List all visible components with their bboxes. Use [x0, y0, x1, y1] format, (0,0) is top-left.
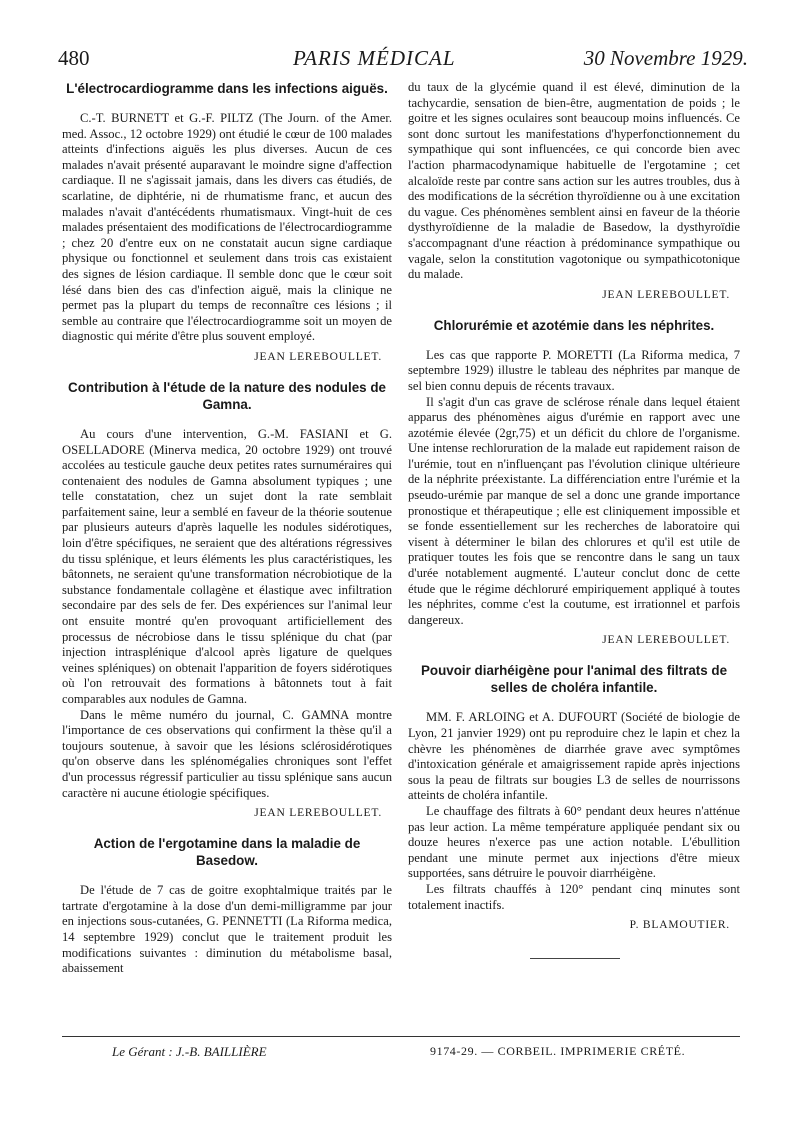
author-signature: JEAN LEREBOULLET.	[254, 350, 382, 363]
article-title: Pouvoir diarhéigène pour l'animal des filtrats de selles de choléra infantile.	[420, 663, 728, 696]
article-cholera-filtrates	[408, 662, 740, 931]
article-paragraph: MM. F. ARLOING et A. DUFOURT (Société de biologie de Lyon, 21 janvier 1929) ont pu reproduire chez le lapin et chez la chèvre les phénomènes de diarrhée grave avec symptômes d'intoxication générale et amaigrissement rapide après injections sous la peau de filtrats sur bougies L3 de selles de nourrissons atteints de choléra infantile.	[408, 710, 740, 803]
article-gamna-nodules	[62, 379, 392, 819]
article-paragraph: C.-T. BURNETT et G.-F. PILTZ (The Journ. of the Amer. med. Assoc., 12 octobre 1929) ont étudié le cœur de 100 malades atteints d'infections aiguës les plus diverses. Aucun de ces malades n'avait présenté auparavant le moindre signe d'affection cardiaque. Il ne s'agissait jamais, dans les divers cas étudiés, de scarlatine, de diphtérie, ni de rhumatisme franc, et aucun des malades n'avait d'antécédents rhumatismaux. Vingt-huit de ces malades présentaient des modifications de l'électrocardiogramme ; chez 20 d'entre eux on ne constatait aucun signe cardiaque physique ou fonctionnel et seulement dans trois cas existaient des signes de lésion cardiaque. Il semble donc que le cœur soit lésé dans bien des cas d'infection aiguë, mais la clinique ne permet pas la plupart du temps de reconnaître ces lésions ; il semble au contraire que l'électrocardiogramme soit un moyen de diagnostic qui mérite d'être plus souvent employé.	[62, 111, 392, 344]
journal-title: PARIS MÉDICAL	[293, 46, 456, 70]
running-header	[58, 46, 748, 76]
article-title: Chlorurémie et azotémie dans les néphrites.	[433, 317, 715, 333]
article-ergotamine	[62, 835, 392, 977]
article-title: Action de l'ergotamine dans la maladie de Basedow.	[93, 836, 361, 869]
author-signature: P. BLAMOUTIER.	[629, 919, 730, 932]
article-paragraph: Au cours d'une intervention, G.-M. FASIANI et G. OSELLADORE (Minerva medica, 20 octobre 1929) ont trouvé accolées au testicule gauche deux petites rates surnuméraires qui contenaient des nodules de Gamna absolument typiques ; une telle constatation, chez un sujet dont la rate semblait parfaitement saine, leur a semblé en faveur de la théorie soutenue par plusieurs auteurs d'après laquelle les nodules sidérotiques, loin d'être spécifiques, ne seraient que des altérations régressives du tissu splénique, et leurs éléments les plus caractéristiques, les bâtonnets, ne seraient qu'une transformation nécrobiotique de la substance fondamentale collagène et élastique avec infiltration secondaire par des sels de fer. Des expériences sur l'animal leur ont ensuite montré qu'en provoquant artificiellement des processus de nécrobiose dans le tissu splénique du chat (par injection intrasplénique d'alcool après ligature de quelques veines spléniques) on obtenait l'apparition de foyers sidérotiques où l'on retrouvait des formations à bâtonnets tout à fait comparables aux nodules de Gamna.	[62, 426, 392, 706]
page-number: 480	[58, 46, 90, 70]
article-paragraph: De l'étude de 7 cas de goitre exophtalmique traités par le tartrate d'ergotamine à la dose d'un demi-milligramme par jour en injections sous-cutanées, G. PENNETTI (La Riforma medica, 14 septembre 1929) conclut que le traitement produit les modifications suivantes : diminution du métabolisme basal, abaissement	[62, 883, 392, 976]
article-paragraph: Il s'agit d'un cas grave de sclérose rénale dans lequel étaient apparus des phénomènes aigus d'urémie en rapport avec une azotémie élevée (2gr,75) et un déficit du chlore de l'organisme. Une intense rechloruration de la malade eut rapidement raison de l'urémie, tout en n'influençant pas l'évolution clinique ultérieure de la néphrite préexistante. La différenciation entre l'urémie et la pseudo-urémie par manque de sel a donc une grande importance pronostique et thérapeutique ; elle est cliniquement impossible et se fonde essentiellement sur les recherches de laboratoire qui visent à déterminer le bilan des chlorures et qu'il est utile de pratiquer toutes les fois que se rencontre dans le sang un taux d'urée notablement augmenté. L'auteur conclut donc de cette étude que le régime déchloruré empiriquement appliqué à toutes les néphrites, comme c'est la coutume, est irrationnel et parfois dangereux.	[408, 394, 740, 627]
publisher-manager: Le Gérant : J.-B. BAILLIÈRE	[112, 1044, 267, 1059]
article-title: Contribution à l'étude de la nature des nodules de Gamna.	[68, 379, 386, 412]
author-signature: JEAN LEREBOULLET.	[254, 807, 382, 820]
section-divider	[530, 958, 620, 959]
article-paragraph: Le chauffage des filtrats à 60° pendant deux heures n'atténue pas leur action. La même température appliquée pendant six ou douze heures n'exerce pas une action notable. L'ébullition pendant une minute permet aux injections d'être mieux supportées, sans détruire le pouvoir diarrhéigène.	[408, 803, 740, 881]
article-title: L'électrocardiogramme dans les infections aiguës.	[66, 81, 388, 96]
left-column	[62, 80, 392, 977]
article-paragraph: Dans le même numéro du journal, C. GAMNA montre l'importance de ces observations qui confirment la thèse qu'il a toujours soutenue, à savoir que les lésions sclérosidérotiques qu'on observe dans les splénomégalies chroniques sont l'effet d'un processus régressif particulier au tissu splénique sans aucun caractère ni aucune étiologie spécifiques.	[62, 707, 392, 800]
issue-date: 30 Novembre 1929.	[583, 46, 748, 70]
article-electrocardiogram	[62, 80, 392, 363]
article-paragraph: Les filtrats chauffés à 120° pendant cinq minutes sont totalement inactifs.	[408, 881, 740, 912]
author-signature: JEAN LEREBOULLET.	[602, 634, 730, 647]
article-paragraph: Les cas que rapporte P. MORETTI (La Riforma medica, 7 septembre 1929) illustre le tableau des néphrites par manque de sel bien connu depuis de récents travaux.	[408, 347, 740, 393]
article-ergotamine-continued	[408, 80, 740, 301]
article-chloruremia	[408, 317, 740, 647]
right-column	[408, 80, 740, 947]
footer-rule	[62, 1036, 740, 1037]
author-signature: JEAN LEREBOULLET.	[602, 288, 730, 301]
printer-imprint: 9174-29. — CORBEIL. IMPRIMERIE CRÉTÉ.	[430, 1044, 686, 1058]
article-paragraph: du taux de la glycémie quand il est élevé, diminution de la tachycardie, sensation de bien-être, augmentation de poids ; le goitre et les signes oculaires sont beaucoup moins influencés. Ce sont donc surtout les manifestations d'hyperfonctionnement du sympathique qui sont influencées, ce qui concorde bien avec l'action pharmacodynamique habituelle de l'ergotamine ; cet alcaloïde reste par contre sans action sur les autres troubles, dus à des modifications de la sécrétion thyroïdienne ou à une excitation du vague. Ces phénomènes semblent ainsi en faveur de la théorie dysthyroïdienne de la maladie de Basedow, la dysthyroïdie s'accompagnant d'une réaction à prédominance sympathique ou vagale, selon la constitution vagotonique ou sympathicotonique du malade.	[408, 80, 740, 282]
